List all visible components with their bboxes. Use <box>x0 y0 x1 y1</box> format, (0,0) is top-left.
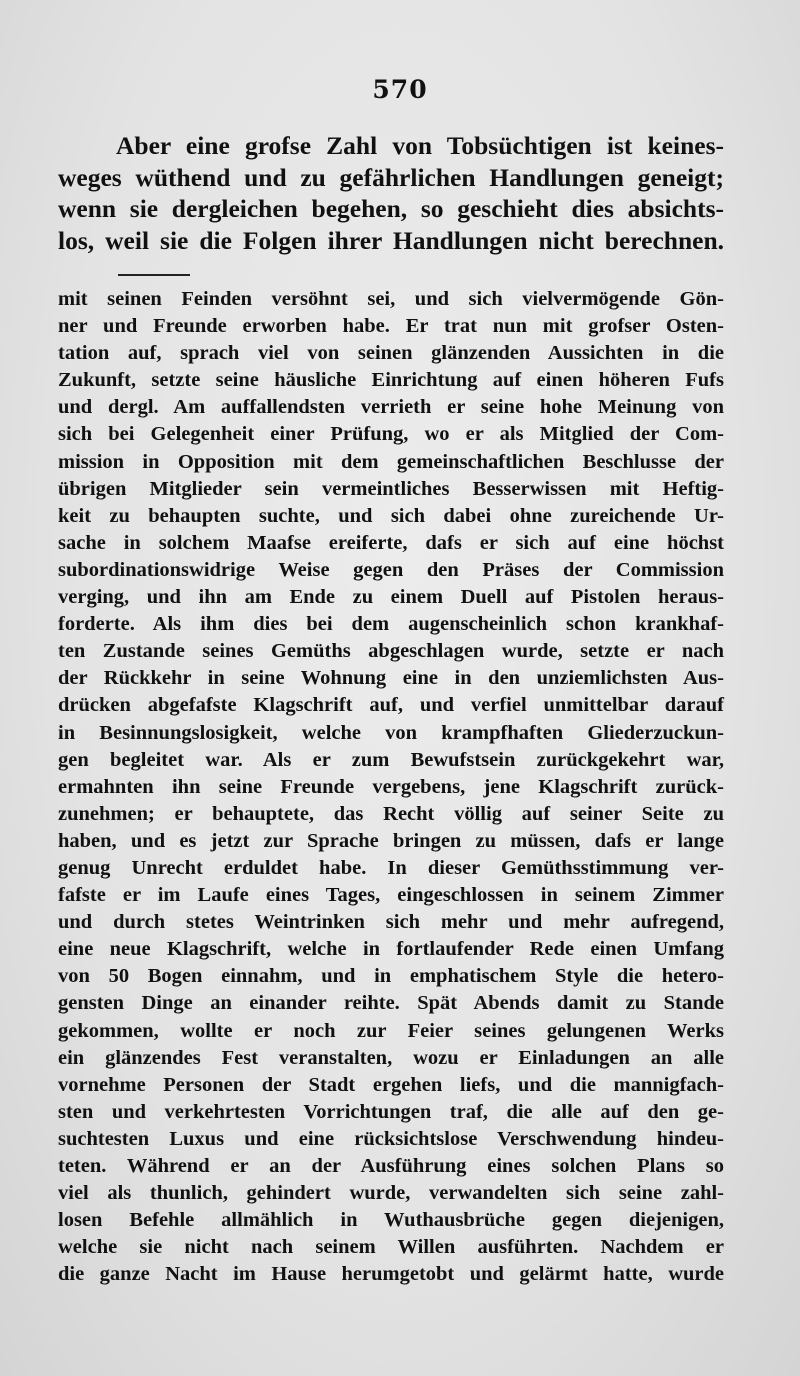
text-line: los, weil sie die Folgen ihrer Handlungen nicht berechnen. <box>58 225 724 255</box>
text-line: ermahnten ihn seine Freunde vergebens, jene Klagschrift zurück- <box>58 775 724 798</box>
separator-rule <box>118 274 190 276</box>
text-line: sich bei Gelegenheit einer Prüfung, wo er als Mitglied der Com- <box>58 423 724 446</box>
text-line: und dergl. Am auffallendsten verrieth er seine hohe Meinung von <box>58 396 724 419</box>
text-line: sache in solchem Maafse ereiferte, dafs er sich auf eine höchst <box>58 531 724 554</box>
text-line: fafste er im Laufe eines Tages, eingeschlossen in seinem Zimmer <box>58 884 724 907</box>
text-line: zunehmen; er behauptete, das Recht völlig auf seiner Seite zu <box>58 802 724 825</box>
text-line: mit seinen Feinden versöhnt sei, und sich vielvermögende Gön- <box>58 288 724 310</box>
text-line: keit zu behaupten suchte, und sich dabei ohne zureichende Ur- <box>58 504 724 527</box>
text-line: verging, und ihn am Ende zu einem Duell auf Pistolen heraus- <box>58 586 724 609</box>
text-line: von 50 Bogen einnahm, und in emphatischem Style die hetero- <box>58 965 724 988</box>
text-line: viel als thunlich, gehindert wurde, verwandelten sich seine zahl- <box>58 1182 724 1205</box>
top-paragraph <box>58 130 724 256</box>
text-line: mission in Opposition mit dem gemeinschaftlichen Beschlusse der <box>58 450 724 473</box>
page-number: 570 <box>372 75 428 104</box>
main-text <box>58 286 724 1288</box>
text-line: übrigen Mitglieder sein vermeintliches Besserwissen mit Heftig- <box>58 477 724 500</box>
text-line: vornehme Personen der Stadt ergehen liefs, und die mannigfach- <box>58 1073 724 1096</box>
text-line: der Rückkehr in seine Wohnung eine in den unziemlichsten Aus- <box>58 667 724 690</box>
text-line: und durch stetes Weintrinken sich mehr und mehr aufregend, <box>58 911 724 934</box>
text-line: genug Unrecht erduldet habe. In dieser Gemüthsstimmung ver- <box>58 856 724 879</box>
text-line: weges wüthend und zu gefährlichen Handlungen geneigt; <box>58 162 724 192</box>
text-line: wenn sie dergleichen begehen, so geschieht dies absichts- <box>58 194 724 223</box>
text-line: ten Zustande seines Gemüths abgeschlagen wurde, setzte er nach <box>58 640 724 663</box>
text-line: subordinationswidrige Weise gegen den Präses der Commission <box>58 558 724 581</box>
text-line: gen begleitet war. Als er zum Bewufstsein zurückgekehrt war, <box>58 748 724 771</box>
text-line: teten. Während er an der Ausführung eines solchen Plans so <box>58 1155 724 1177</box>
text-line: in Besinnungslosigkeit, welche von krampfhaften Gliederzuckun- <box>58 721 724 744</box>
text-line: die ganze Nacht im Hause herumgetobt und gelärmt hatte, wurde <box>58 1263 724 1286</box>
text-line: losen Befehle allmählich in Wuthausbrüche gegen diejenigen, <box>58 1209 724 1232</box>
text-line: forderte. Als ihm dies bei dem augenscheinlich schon krankhaf- <box>58 613 724 636</box>
text-line: tation auf, sprach viel von seinen glänzenden Aussichten in die <box>58 342 724 365</box>
text-line: gekommen, wollte er noch zur Feier seines gelungenen Werks <box>58 1019 724 1042</box>
text-line: suchtesten Luxus und eine rücksichtslose Verschwendung hindeu- <box>58 1127 724 1150</box>
text-line: ner und Freunde erworben habe. Er trat nun mit grofser Osten- <box>58 315 724 338</box>
text-line: drücken abgefafste Klagschrift auf, und verfiel unmittelbar darauf <box>58 694 724 717</box>
text-line: gensten Dinge an einander reihte. Spät Abends damit zu Stande <box>58 992 724 1015</box>
text-line: Zukunft, setzte seine häusliche Einrichtung auf einen höheren Fufs <box>58 369 724 392</box>
text-line: ein glänzendes Fest veranstalten, wozu er Einladungen an alle <box>58 1046 724 1069</box>
text-line: sten und verkehrtesten Vorrichtungen traf, die alle auf den ge- <box>58 1100 724 1123</box>
text-line: welche sie nicht nach seinem Willen ausführten. Nachdem er <box>58 1236 724 1259</box>
text-line: Aber eine grofse Zahl von Tobsüchtigen ist keines- <box>116 131 724 160</box>
text-line: haben, und es jetzt zur Sprache bringen zu müssen, dafs er lange <box>58 829 724 852</box>
text-line: eine neue Klagschrift, welche in fortlaufender Rede einen Umfang <box>58 938 724 961</box>
